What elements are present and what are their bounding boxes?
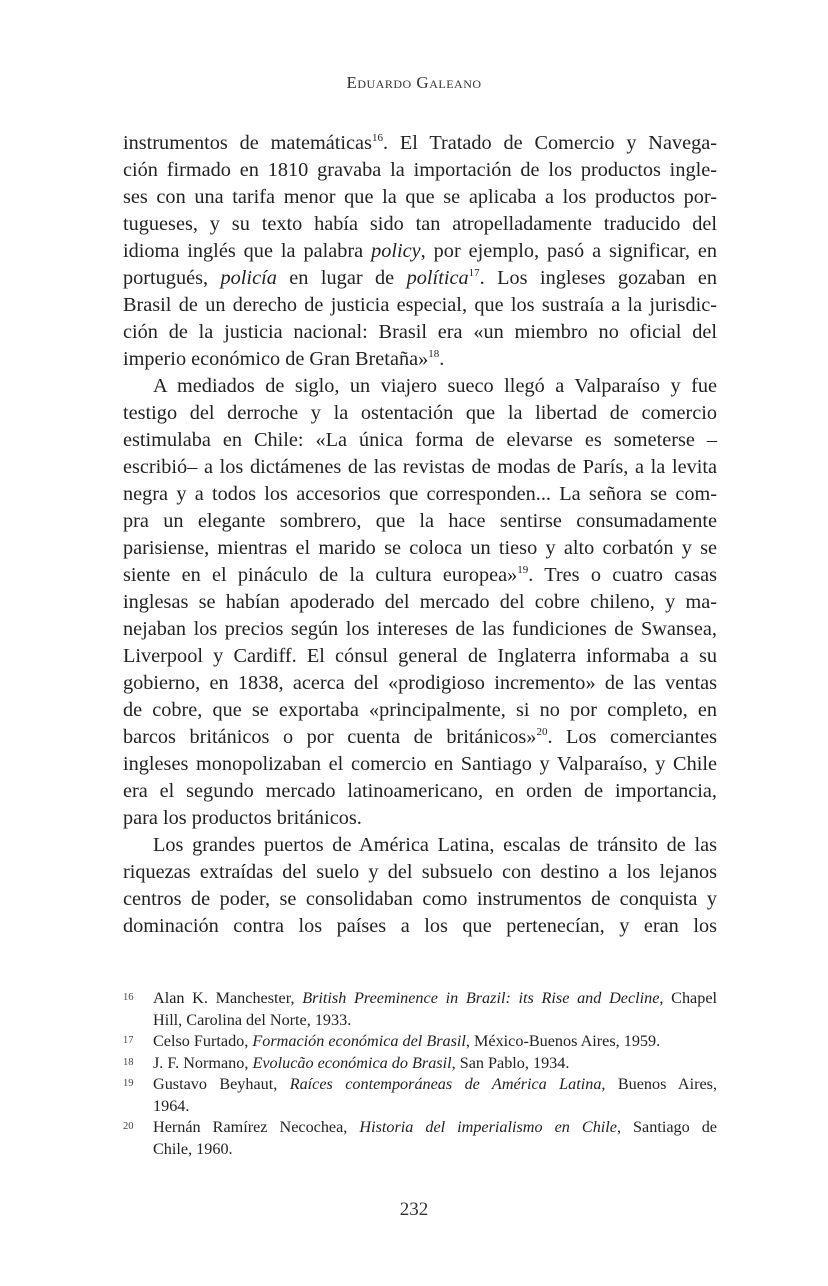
footnote-20 — [123, 1117, 717, 1160]
book-title: Raíces contemporáneas de América Latina — [289, 1075, 602, 1093]
body-line: pra un elegante sombrero, que la hace sentirse consumadamente — [123, 510, 717, 532]
body-line: ción de la justicia nacional: Brasil era «un miembro no oficial del — [123, 321, 717, 343]
body-line: tugueses, y su texto había sido tan atropelladamente traducido del — [123, 213, 717, 235]
footnotes — [123, 988, 717, 1160]
body-line: gobierno, en 1838, acerca del «prodigioso incremento» de las ventas — [123, 672, 717, 694]
body-line: inglesas se habían apoderado del mercado del cobre chileno, y ma- — [123, 591, 717, 613]
body-line: instrumentos de matemáticas$^{16}$. El Tratado de Comercio y Navega- — [123, 132, 717, 154]
body-line: dominación contra los países a los que pertenecían, y eran los — [123, 915, 717, 937]
footnote-ref-19[interactable]: 19 — [517, 564, 529, 576]
footnote-19 — [123, 1074, 717, 1117]
body-line: escribió– a los dictámenes de las revistas de modas de París, a la levita — [123, 456, 717, 478]
footnote-line: Gustavo Beyhaut, Raíces contemporáneas de América Latina, Buenos Aires, — [153, 1075, 717, 1093]
footnote-ref-16[interactable]: 16 — [371, 132, 383, 144]
footnote-18 — [123, 1053, 717, 1075]
footnote-line: Celso Furtado, Formación económica del Brasil, México-Buenos Aires, 1959. — [153, 1032, 661, 1050]
body-text — [123, 130, 717, 940]
body-line: era el segundo mercado latinoamericano, en orden de importancia, — [123, 780, 717, 802]
footnote-line: 1964. — [153, 1096, 190, 1115]
footnote-line: Hill, Carolina del Norte, 1933. — [153, 1010, 352, 1029]
body-line: idioma inglés que la palabra policy, por ejemplo, pasó a significar, en — [123, 240, 717, 262]
body-line: de cobre, que se exportaba «principalmente, si no por completo, en — [123, 699, 717, 721]
footnote-16 — [123, 988, 717, 1031]
body-line: Liverpool y Cardiff. El cónsul general de Inglaterra informaba a su — [123, 645, 717, 667]
body-line: ción firmado en 1810 gravaba la importación de los productos ingle- — [123, 159, 717, 181]
footnote-number: 20 — [123, 1121, 134, 1132]
body-line: barcos británicos o por cuenta de británicos»$^{20}$. Los comerciantes — [123, 726, 717, 748]
italic-term: política — [406, 267, 469, 289]
paragraph-start-line: Los grandes puertos de América Latina, escalas de tránsito de las — [153, 834, 717, 856]
footnote-line: Hernán Ramírez Necochea, Historia del imperialismo en Chile, Santiago de — [153, 1118, 717, 1136]
body-line: portugués, policía en lugar de política$^{17}$. Los ingleses gozaban en — [123, 267, 717, 289]
body-line: riquezas extraídas del suelo y del subsuelo con destino a los lejanos — [123, 861, 717, 883]
book-title: Historia del imperialismo en Chile — [359, 1118, 617, 1136]
body-line: imperio económico de Gran Bretaña»$^{18}$. — [123, 348, 445, 370]
footnote-ref-20[interactable]: 20 — [536, 726, 548, 738]
body-line: Brasil de un derecho de justicia especial, que los sustraía a la jurisdic- — [123, 294, 717, 316]
body-line: negra y a todos los accesorios que corresponden... La señora se com- — [123, 483, 717, 505]
body-line: estimulaba en Chile: «La única forma de elevarse es someterse – — [123, 429, 717, 451]
footnote-line: Chile, 1960. — [153, 1139, 233, 1158]
body-line: nejaban los precios según los intereses de las fundiciones de Swansea, — [123, 618, 717, 640]
footnote-number: 19 — [123, 1078, 134, 1089]
body-line: ingleses monopolizaban el comercio en Santiago y Valparaíso, y Chile — [123, 753, 717, 775]
footnote-number: 17 — [123, 1035, 134, 1046]
footnote-17 — [123, 1031, 717, 1053]
footnote-ref-18[interactable]: 18 — [428, 348, 440, 360]
running-head-author: Eduardo Galeano — [346, 73, 482, 92]
body-line: ses con una tarifa menor que la que se aplicaba a los productos por- — [123, 186, 717, 208]
italic-term: policía — [220, 267, 277, 289]
italic-term: policy — [371, 240, 421, 262]
body-line: centros de poder, se consolidaban como instrumentos de conquista y — [123, 888, 717, 910]
footnote-number: 18 — [123, 1056, 134, 1068]
body-line: siente en el pináculo de la cultura europea»$^{19}$. Tres o cuatro casas — [123, 564, 717, 586]
body-line: parisiense, mientras el marido se coloca un tieso y alto corbatón y se — [123, 537, 717, 559]
footnote-line: Alan K. Manchester, British Preeminence in Brazil: its Rise and Decline, Chapel — [153, 989, 718, 1007]
body-line: para los productos británicos. — [123, 807, 362, 829]
footnote-number: 16 — [123, 992, 134, 1003]
book-title: Formación económica del Brasil — [252, 1032, 466, 1050]
body-line: testigo del derroche y la ostentación que la libertad de comercio — [123, 402, 717, 424]
page-number: 232 — [399, 1199, 429, 1220]
paragraph-start-line: A mediados de siglo, un viajero sueco llegó a Valparaíso y fue — [153, 375, 717, 397]
book-title: British Preeminence in Brazil: its Rise and Decline — [302, 989, 660, 1007]
book-title: Evolucão económica do Brasil — [252, 1053, 452, 1072]
footnote-ref-17[interactable]: 17 — [468, 267, 480, 279]
footnote-line: J. F. Normano, Evolucão económica do Brasil, San Pablo, 1934. — [153, 1053, 570, 1072]
